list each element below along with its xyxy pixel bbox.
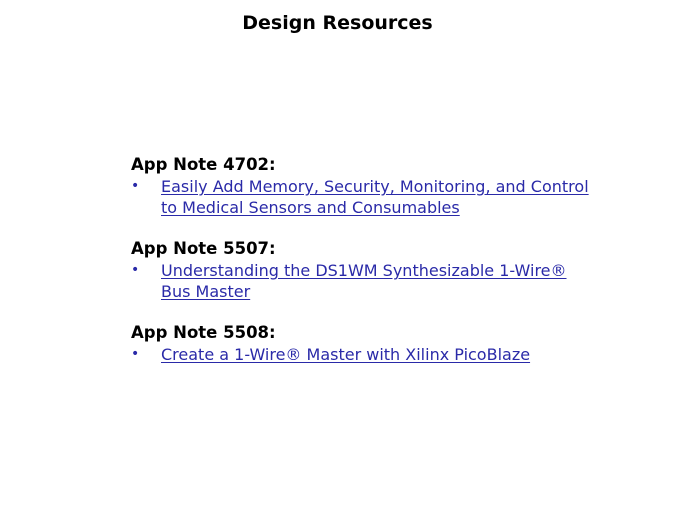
app-note-link[interactable]: Easily Add Memory, Security, Monitoring, and Control to Medical Sensors and Consumables bbox=[161, 177, 589, 217]
app-note-heading: App Note 5507: bbox=[131, 239, 276, 258]
app-note-heading: App Note 5508: bbox=[131, 323, 276, 342]
app-note-5507 bbox=[131, 239, 601, 302]
app-note-heading: App Note 4702: bbox=[131, 155, 276, 174]
list-item bbox=[131, 344, 601, 365]
app-note-link[interactable]: Understanding the DS1WM Synthesizable 1-Wire® Bus Master bbox=[161, 261, 567, 301]
list-item bbox=[131, 260, 601, 302]
page-title: Design Resources bbox=[242, 12, 433, 34]
bullet-icon: • bbox=[131, 262, 140, 278]
app-note-4702 bbox=[131, 155, 601, 218]
bullet-icon: • bbox=[131, 346, 140, 362]
list-item bbox=[131, 176, 601, 218]
app-note-link[interactable]: Create a 1-Wire® Master with Xilinx PicoBlaze bbox=[161, 345, 531, 364]
bullet-icon: • bbox=[131, 178, 140, 194]
app-note-5508 bbox=[131, 323, 601, 365]
design-resources-list bbox=[131, 155, 601, 386]
